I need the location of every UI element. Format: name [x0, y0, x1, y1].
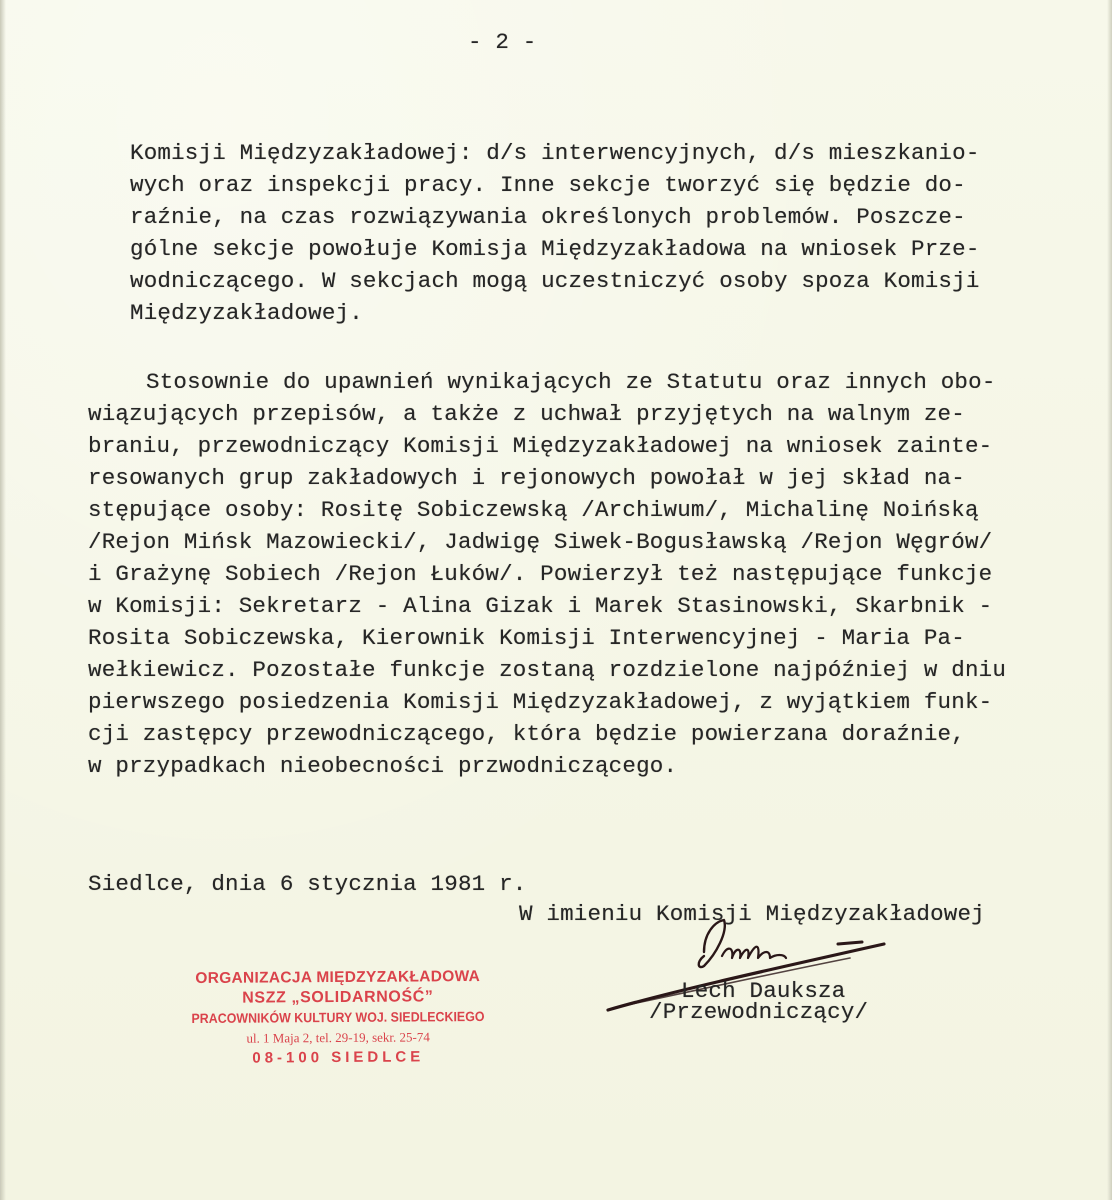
paragraph-2-line: pierwszego posiedzenia Komisji Międzyzakładowej, z wyjątkiem funk- — [88, 689, 993, 715]
paragraph-2-line: /Rejon Mińsk Mazowiecki/, Jadwigę Siwek-Bogusławską /Rejon Węgrów/ — [88, 529, 993, 555]
paragraph-2-line: stępujące osoby: Rositę Sobiczewską /Archiwum/, Michalinę Noińską — [88, 497, 979, 523]
paragraph-2-line: w przypadkach nieobecności przwodniczącego. — [88, 753, 678, 779]
signature-name: Lech Dauksza — [681, 978, 846, 1004]
scan-edge-left — [0, 0, 6, 1200]
organization-stamp — [168, 967, 509, 1069]
paragraph-1-line: wodniczącego. W sekcjach mogą uczestniczyć osoby spoza Komisji — [130, 268, 980, 294]
paragraph-2-line: cji zastępcy przewodniczącego, która będzie powierzana doraźnie, — [88, 721, 965, 747]
paragraph-2-line: Rosita Sobiczewska, Kierownik Komisji Interwencyjnej - Maria Pa- — [88, 625, 965, 651]
paragraph-1-line: Komisji Międzyzakładowej: d/s interwencyjnych, d/s mieszkanio- — [130, 140, 980, 166]
paragraph-1-line: raźnie, na czas rozwiązywania określonych problemów. Poszcze- — [130, 204, 966, 230]
scan-edge-right — [1107, 0, 1112, 1200]
paragraph-2-line: resowanych grup zakładowych i rejonowych powołał w jej skład na- — [88, 465, 965, 491]
paragraph-2-line: Stosownie do upawnień wynikających ze Statutu oraz innych obo- — [146, 369, 996, 395]
paragraph-2-line: wełkiewicz. Pozostałe funkcje zostaną rozdzielone najpóźniej w dniu — [88, 657, 1007, 683]
paragraph-2-line: braniu, przewodniczący Komisji Międzyzakładowej na wniosek zainte- — [88, 433, 993, 459]
paragraph-1-line: wych oraz inspekcji pracy. Inne sekcje tworzyć się będzie do- — [130, 172, 966, 198]
paragraph-2-line: w Komisji: Sekretarz - Alina Gizak i Marek Stasinowski, Skarbnik - — [88, 593, 993, 619]
signature-on-behalf: W imieniu Komisji Międzyzakładowej — [519, 901, 985, 927]
page-number: - 2 - — [468, 29, 537, 55]
date-line: Siedlce, dnia 6 stycznia 1981 r. — [88, 871, 527, 897]
paragraph-2-line: wiązujących przepisów, a także z uchwał przyjętych na walnym ze- — [88, 401, 965, 427]
paragraph-1-line: gólne sekcje powołuje Komisja Międzyzakładowa na wniosek Prze- — [130, 236, 980, 262]
stamp-line: ul. 1 Maja 2, tel. 29-19, sekr. 25-74 — [246, 1029, 430, 1046]
paragraph-1-line: Międzyzakładowej. — [130, 300, 363, 326]
signature-role: /Przewodniczący/ — [649, 999, 869, 1025]
stamp-line: PRACOWNIKÓW KULTURY WOJ. SIEDLECKIEGO — [191, 1008, 485, 1027]
stamp-line: ORGANIZACJA MIĘDZYZAKŁADOWA — [195, 968, 481, 987]
stamp-line: 08-100 SIEDLCE — [252, 1048, 425, 1067]
stamp-line: NSZZ „SOLIDARNOŚĆ” — [242, 988, 434, 1007]
paragraph-2-line: i Grażynę Sobiech /Rejon Łuków/. Powierzył też następujące funkcje — [88, 561, 993, 587]
